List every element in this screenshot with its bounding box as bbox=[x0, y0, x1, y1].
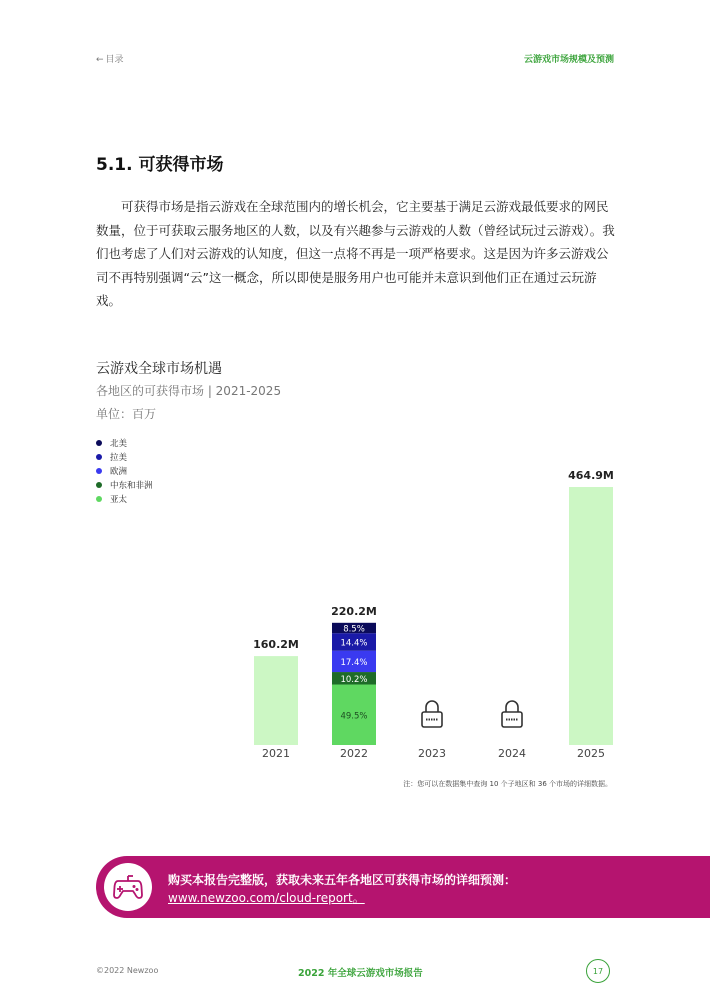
page-number: 17 bbox=[586, 959, 610, 983]
banner-text: 购买本报告完整版，获取未来五年各地区可获得市场的详细预测： bbox=[168, 873, 517, 887]
link-suffix: 。 bbox=[352, 891, 365, 905]
segment-label: 17.4% bbox=[340, 657, 368, 668]
section-paragraph: 可获得市场是指云游戏在全球范围内的增长机会，它主要基于满足云游戏最低要求的网民数量，位于可获取云服务地区的人数，以及有兴趣参与云游戏的人数（曾经试玩过云游戏）。我们也考虑了人们对云游戏的认知度，但这一点将不再是一项严格要求。这是因为许多云游戏公司不再特别强调“云”这一概念，所以即使是服务用户也可能并未意识到他们正在通过云玩游戏。 bbox=[96, 199, 615, 308]
bar bbox=[569, 487, 613, 745]
section-title: 5.1. 可获得市场 bbox=[96, 155, 224, 175]
chart-note: 注：您可以在数据集中查询 10 个子地区和 36 个市场的详细数据。 bbox=[403, 780, 612, 788]
cloud-report-url[interactable]: www.newzoo.com/cloud-report bbox=[168, 891, 353, 905]
purchase-banner bbox=[96, 856, 710, 918]
x-tick-label: 2023 bbox=[418, 747, 446, 760]
chart-unit: 单位：百万 bbox=[96, 407, 157, 421]
x-tick-label: 2024 bbox=[498, 747, 526, 760]
back-arrow-icon: ← bbox=[96, 55, 104, 65]
footer-report-title: 2022 年全球云游戏市场报告 bbox=[298, 968, 423, 979]
legend-label: 北美 bbox=[110, 439, 128, 449]
segment-label: 8.5% bbox=[343, 624, 365, 635]
total-label: 220.2M bbox=[331, 604, 377, 618]
cloud-report-link[interactable] bbox=[168, 889, 365, 906]
bar bbox=[254, 656, 298, 745]
total-label: 160.2M bbox=[253, 638, 299, 652]
header-section-title: 云游戏市场规模及预测 bbox=[523, 55, 614, 65]
x-tick-label: 2025 bbox=[577, 747, 605, 760]
segment-label: 49.5% bbox=[340, 711, 368, 722]
chart-title: 云游戏全球市场机遇 bbox=[96, 361, 222, 377]
lock-icon bbox=[426, 701, 438, 712]
legend-label: 中东和非洲 bbox=[110, 481, 153, 491]
segment-label: 14.4% bbox=[340, 638, 368, 649]
gamepad-icon bbox=[104, 863, 152, 911]
lock-icon bbox=[506, 701, 518, 712]
footer-copyright: ©2022 Newzoo bbox=[96, 966, 159, 975]
legend-label: 拉美 bbox=[110, 453, 128, 463]
x-tick-label: 2021 bbox=[262, 747, 290, 760]
total-label: 464.9M bbox=[568, 469, 614, 482]
chart-subtitle: 各地区的可获得市场 | 2021-2025 bbox=[96, 384, 282, 398]
x-tick-label: 2022 bbox=[340, 747, 368, 760]
legend-label: 亚太 bbox=[110, 495, 128, 505]
segment-label: 10.2% bbox=[340, 674, 368, 685]
back-label: 目录 bbox=[105, 55, 124, 65]
legend-label: 欧洲 bbox=[110, 467, 128, 477]
